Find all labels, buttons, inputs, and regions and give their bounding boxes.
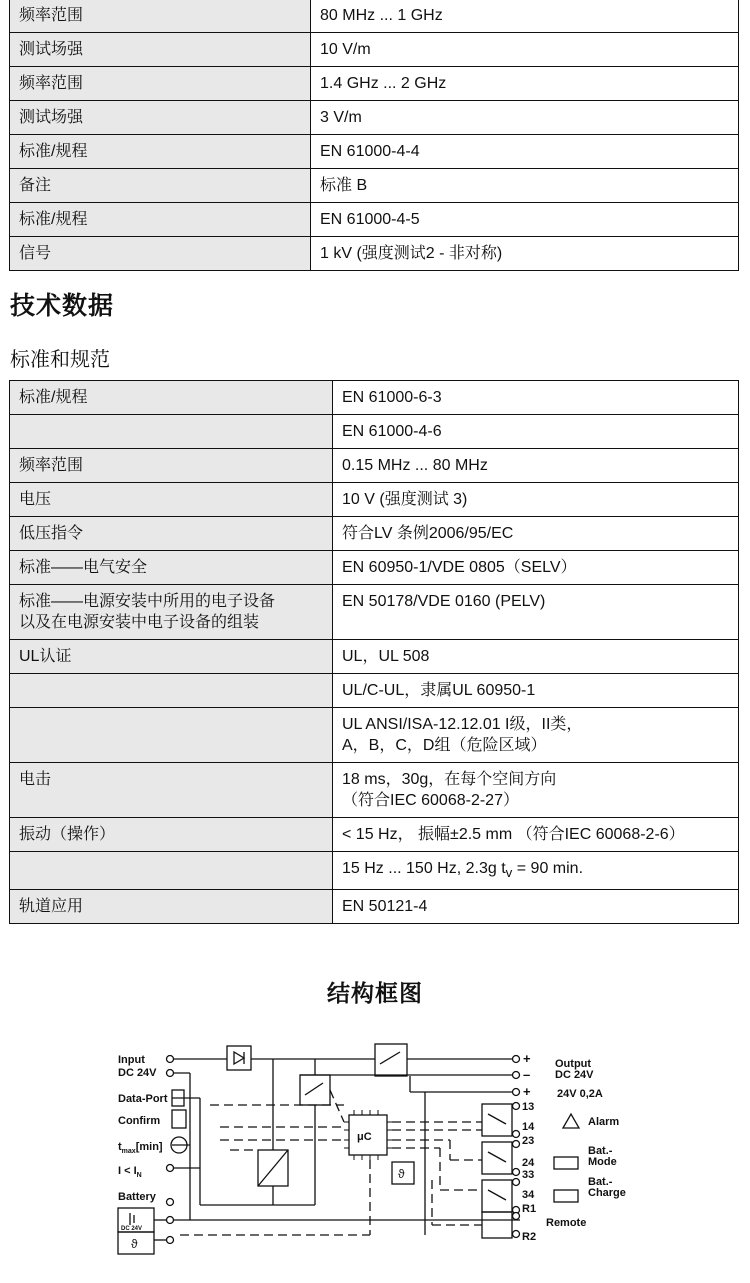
spec-row (10, 852, 739, 890)
spec-table-standards (9, 380, 739, 924)
spec-key-cell (10, 415, 333, 449)
spec-key-cell (10, 449, 333, 483)
spec-key-cell (10, 852, 333, 890)
spec-row (10, 135, 739, 169)
spec-value: UL，UL 508 (342, 648, 430, 665)
spec-value-cell (333, 449, 739, 483)
spec-key-cell (10, 585, 333, 640)
spec-value-cell (333, 585, 739, 640)
spec-value: 10 V/m (320, 41, 371, 58)
bat-charge-icon (554, 1190, 578, 1202)
label-battery-theta: ϑ (131, 1237, 138, 1251)
spec-value: 0.15 MHz ... 80 MHz (342, 457, 488, 474)
label-bat-mode-2: Mode (588, 1156, 617, 1168)
label-battery-dc: DC 24V (121, 1226, 143, 1232)
spec-key: 频率范围 (19, 457, 84, 474)
spec-key-cell (10, 135, 311, 169)
spec-value: 3 V/m (320, 109, 362, 126)
spec-value: UL/C-UL，隶属UL 60950-1 (342, 682, 536, 699)
label-theta: ϑ (398, 1167, 405, 1181)
spec-value-cell (311, 135, 739, 169)
spec-row (10, 381, 739, 415)
spec-key-cell (10, 0, 311, 33)
spec-key-cell (10, 203, 311, 237)
spec-value-cell (333, 852, 739, 890)
spec-row (10, 890, 739, 924)
spec-value: EN 60950-1/VDE 0805（SELV） (342, 559, 577, 576)
spec-key-cell (10, 67, 311, 101)
spec-key: 频率范围 (19, 75, 84, 92)
spec-value-cell (333, 640, 739, 674)
spec-key: 标准/规程 (19, 143, 88, 160)
spec-value: EN 61000-4-4 (320, 143, 420, 160)
terminal-33: 33 (522, 1169, 535, 1181)
spec-key-cell (10, 483, 333, 517)
spec-key: 振动（操作） (19, 826, 116, 843)
terminal-14: 14 (522, 1121, 535, 1133)
spec-value-cell (333, 483, 739, 517)
spec-row (10, 237, 739, 271)
spec-value: 标准 B (320, 177, 368, 194)
spec-value-cell (333, 708, 739, 763)
spec-value: 符合LV 条例2006/95/EC (342, 525, 514, 542)
spec-value: 10 V (强度测试 3) (342, 491, 468, 508)
spec-row (10, 169, 739, 203)
spec-value-line2: A，B，C，D组（危险区域） (342, 737, 547, 754)
terminal-r2: R2 (522, 1231, 537, 1243)
spec-key-cell (10, 237, 311, 271)
spec-row (10, 818, 739, 852)
spec-key: UL认证 (19, 648, 72, 665)
relay-bat-charge (482, 1180, 512, 1212)
section-subtitle: 标准和规范 (10, 349, 110, 371)
spec-value-cell (333, 890, 739, 924)
label-minus: – (523, 1067, 531, 1082)
spec-row (10, 415, 739, 449)
spec-key-cell (10, 33, 311, 67)
label-remote: Remote (546, 1217, 587, 1229)
spec-value-sub: v (505, 865, 513, 881)
spec-key: 频率范围 (19, 7, 84, 24)
spec-key: 标准——电源安装中所用的电子设备 (19, 593, 276, 610)
label-input-dc: DC 24V (118, 1067, 157, 1079)
spec-key: 低压指令 (19, 525, 84, 542)
diagram-title: 结构框图 (327, 980, 423, 1006)
spec-row (10, 33, 739, 67)
spec-key: 测试场强 (19, 41, 84, 58)
terminal-24: 24 (522, 1157, 535, 1169)
spec-value-cell (333, 818, 739, 852)
spec-value-cell (333, 415, 739, 449)
spec-key-cell (10, 708, 333, 763)
spec-key: 测试场强 (19, 109, 84, 126)
spec-key-line2: 以及在电源安装中电子设备的组装 (19, 614, 260, 631)
spec-value: EN 50121-4 (342, 898, 428, 916)
confirm-box (172, 1110, 186, 1128)
spec-value-cell (333, 763, 739, 818)
spec-row (10, 67, 739, 101)
label-alarm: Alarm (588, 1116, 620, 1128)
spec-value: 80 MHz ... 1 GHz (320, 7, 443, 24)
remote-block (482, 1212, 512, 1238)
spec-value-cell (333, 674, 739, 708)
relay-alarm (482, 1104, 512, 1136)
spec-value: 1.4 GHz ... 2 GHz (320, 75, 447, 92)
spec-value: 18 ms，30g，在每个空间方向 (342, 771, 557, 788)
spec-key: 备注 (19, 177, 52, 194)
spec-row (10, 203, 739, 237)
spec-key: 标准/规程 (19, 389, 88, 406)
spec-row (10, 101, 739, 135)
spec-row (10, 483, 739, 517)
label-tmax: $t_{max}[\min]$ (118, 1141, 163, 1155)
label-bat-charge-2: Charge (588, 1187, 626, 1199)
spec-key-cell (10, 551, 333, 585)
label-bat-mode-1: Bat.- (588, 1145, 613, 1157)
spec-key: 信号 (19, 245, 52, 262)
spec-row (10, 0, 739, 33)
spec-key-cell (10, 381, 333, 415)
spec-key-cell (10, 763, 333, 818)
spec-key: 标准——电气安全 (19, 559, 148, 576)
bat-mode-icon (554, 1157, 578, 1169)
label-confirm: Confirm (118, 1115, 161, 1127)
block-diagram (110, 1030, 650, 1275)
spec-row (10, 585, 739, 640)
label-input: Input (118, 1054, 145, 1066)
label-plus-1: + (523, 1051, 531, 1066)
label-bat-charge-1: Bat.- (588, 1176, 613, 1188)
section-title: 技术数据 (10, 292, 115, 320)
spec-key-cell (10, 517, 333, 551)
spec-value: < 15 Hz， 振幅±2.5 mm （符合IEC 60068-2-6） (342, 826, 685, 843)
terminal-r1: R1 (522, 1203, 537, 1215)
spec-value-cell (333, 381, 739, 415)
spec-value-cell (311, 169, 739, 203)
label-current-limit: $I < I_N$ (118, 1165, 142, 1179)
spec-key: 轨道应用 (19, 898, 84, 916)
spec-row (10, 517, 739, 551)
spec-key-cell (10, 101, 311, 135)
spec-row (10, 674, 739, 708)
spec-row (10, 708, 739, 763)
spec-value-line2: （符合IEC 60068-2-27） (342, 792, 519, 809)
label-data-port: Data-Port (118, 1093, 168, 1105)
terminal-23: 23 (522, 1135, 535, 1147)
output-switch-block (375, 1044, 407, 1076)
spec-table-emc (9, 0, 739, 271)
spec-value-cell (311, 101, 739, 135)
spec-value: 15 Hz ... 150 Hz, 2.3g t (342, 860, 506, 877)
spec-value: EN 50178/VDE 0160 (PELV) (342, 593, 546, 610)
spec-key: 电击 (19, 771, 52, 788)
spec-key-cell (10, 890, 333, 924)
spec-key-cell (10, 640, 333, 674)
alarm-warning-icon (563, 1114, 579, 1128)
spec-value-tail: = 90 min. (512, 860, 584, 877)
spec-value-cell (311, 0, 739, 33)
label-battery: Battery (118, 1191, 156, 1203)
spec-row (10, 449, 739, 483)
spec-value-cell (311, 33, 739, 67)
spec-value-cell (333, 517, 739, 551)
spec-row (10, 551, 739, 585)
label-plus-2: + (523, 1084, 531, 1099)
spec-row (10, 640, 739, 674)
spec-key: 标准/规程 (19, 211, 88, 228)
spec-value-cell (311, 237, 739, 271)
terminal-13: 13 (522, 1101, 535, 1113)
spec-value: EN 61000-6-3 (342, 389, 442, 406)
spec-row (10, 763, 739, 818)
spec-key-cell (10, 169, 311, 203)
relay-bat-mode (482, 1142, 512, 1174)
spec-key-cell (10, 674, 333, 708)
spec-value: EN 61000-4-5 (320, 211, 420, 228)
battery-switch-block (300, 1075, 330, 1105)
label-relay-rating: 24V 0,2A (557, 1088, 603, 1100)
spec-key: 电压 (19, 491, 52, 508)
spec-value-cell (311, 203, 739, 237)
spec-value-cell (311, 67, 739, 101)
label-mu-c: μC (357, 1131, 372, 1143)
spec-value: UL ANSI/ISA-12.12.01 I级，II类， (342, 716, 583, 733)
spec-key-cell (10, 818, 333, 852)
spec-value-cell (333, 551, 739, 585)
label-output: Output (555, 1058, 592, 1070)
spec-value: 1 kV (强度测试2 - 非对称) (320, 245, 503, 262)
terminal-34: 34 (522, 1189, 535, 1201)
spec-value: EN 61000-4-6 (342, 423, 442, 440)
label-output-dc: DC 24V (555, 1069, 594, 1081)
